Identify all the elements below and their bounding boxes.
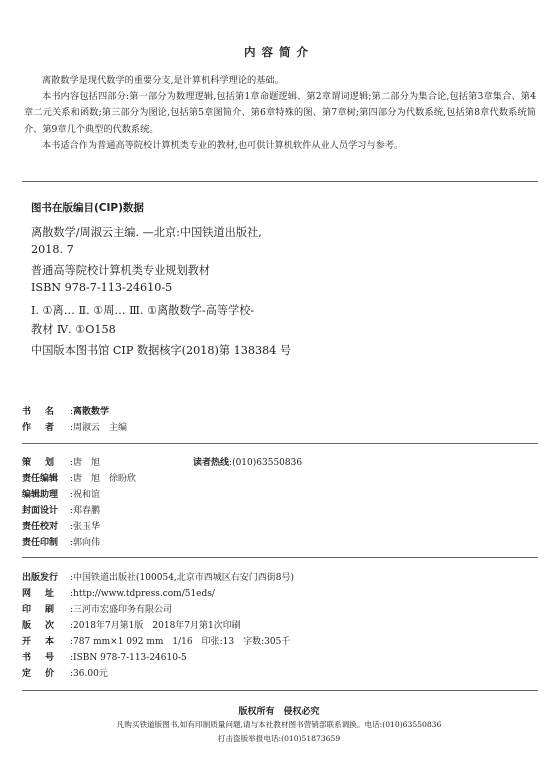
author-label: 作者 [22,423,54,433]
publish-row: 定价 :36.00元 [22,669,108,679]
divider [22,443,538,444]
rights-title: 版权所有 侵权必究 [238,707,320,717]
cip-line: 中国版本图书馆 CIP 数据核字(2018)第 138384 号 [31,344,292,357]
publish-row: 印刷 :三河市宏盛印务有限公司 [22,605,173,615]
book-title-row: 书名 :离散数学 [22,404,109,417]
author-value: 周淑云 主编 [73,423,128,433]
planner-value: 唐 旭 [73,458,101,468]
publisher-row: 出版发行 :中国铁道出版社(100054,北京市西城区右安门西街8号) [22,570,294,583]
summary-paragraph: 本书内容包括四部分:第一部分为数理逻辑,包括第1章命题逻辑、第2章谓词逻辑;第二部分为集合论,包括第3章集合、第4章二元关系和函数;第三部分为图论,包括第5章图简介、第6章特殊的图、第7章树;第四部分为代数系统,包括第8章代数系统简介、第9章几个典型的代数系统。 [24,91,536,135]
reader-hotline: 读者热线:(010)63550836 [193,458,303,468]
divider [22,557,538,558]
cip-line: 普通高等院校计算机类专业规划教材 [31,264,211,277]
summary-paragraph: 本书适合作为普通高等院校计算机类专业的教材,也可供计算机软件从业人员学习与参考。 [42,139,404,151]
publish-row: 版次 :2018年7月第1版 2018年7月第1次印刷 [22,621,241,631]
publish-row: 开本 :787 mm×1 092 mm 1/16 印张:13 字数:305千 [22,637,291,647]
publisher-label: 出版发行 [22,573,59,583]
planner-row: 策划 :唐 旭 [22,455,100,468]
divider [22,690,538,691]
cip-line: 离散数学/周淑云主编. —北京:中国铁道出版社, [31,226,262,239]
cip-line: 教材 Ⅳ. ①O158 [31,323,116,336]
planner-label: 策划 [22,458,54,468]
editor-row: 责任校对 :张玉华 [22,522,101,532]
editor-row: 责任印制 :郭向伟 [22,538,101,548]
cip-heading: 图书在版编目(CIP)数据 [31,202,144,214]
hotline-value: (010)63550836 [232,458,303,468]
hotline-label: 读者热线 [193,458,230,468]
author-row: 作者 :周淑云 主编 [22,420,127,433]
summary-body [24,73,536,154]
publish-row: 网址 :http://www.tdpress.com/51eds/ [22,589,215,599]
anti-piracy-hotline: 打击盗版举报电话:(010)51873659 [217,734,341,743]
cip-line: ISBN 978-7-113-24610-5 [31,281,173,294]
editor-row: 编辑助理 :祝和谊 [22,490,101,500]
cip-line: 2018. 7 [31,243,74,256]
editor-row: 封面设计 :郑春鹏 [22,506,101,516]
summary-paragraph: 离散数学是现代数学的重要分支,是计算机科学理论的基础。 [42,75,284,86]
rights-notice: 凡购买铁道版图书,如有印制质量问题,请与本社教材图书营销部联系调换。电话:(010)63550836 [116,720,442,729]
book-title-value: 离散数学 [73,407,110,417]
summary-title: 内容简介 [244,45,314,59]
editor-row: 责任编辑 :唐 旭 徐盼欣 [22,474,137,484]
publisher-value: 中国铁道出版社(100054,北京市西城区右安门西街8号) [73,573,295,583]
cip-line: Ⅰ. ①离… Ⅱ. ①周… Ⅲ. ①离散数学-高等学校- [31,304,255,317]
publish-row: 书号 :ISBN 978-7-113-24610-5 [22,653,187,663]
divider [22,181,538,182]
book-title-label: 书名 [22,407,54,417]
